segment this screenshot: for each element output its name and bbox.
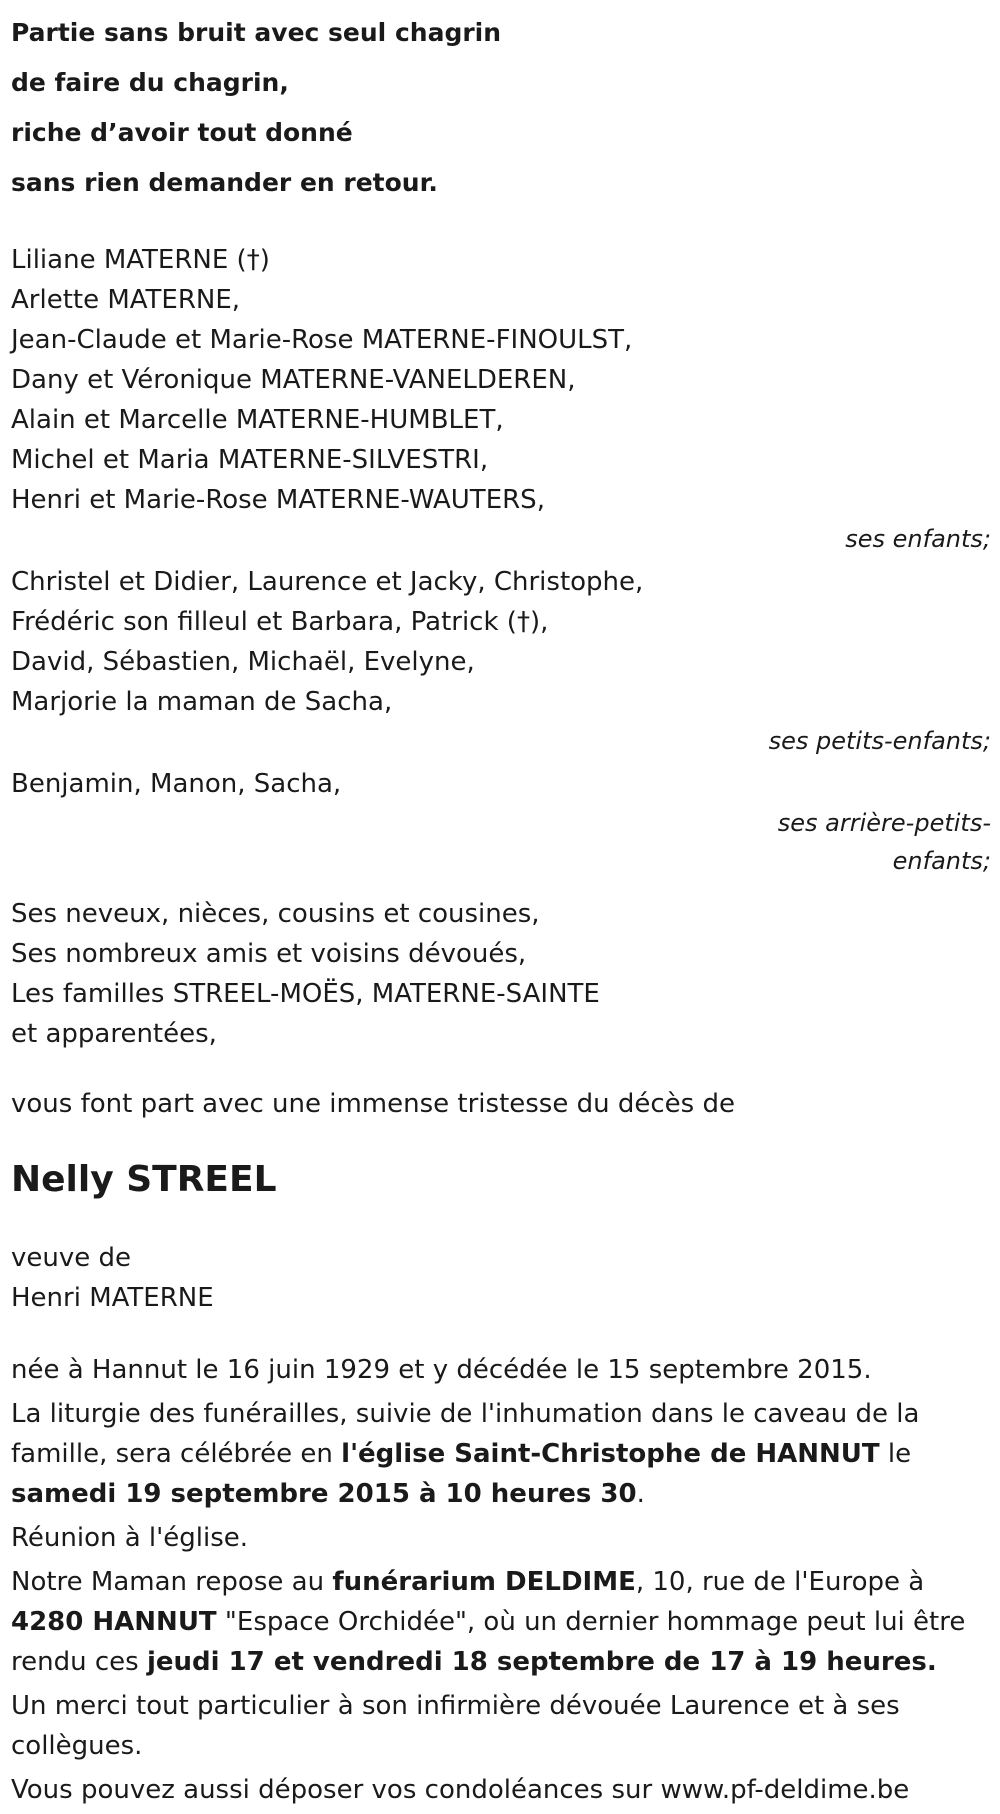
funerarium-city: 4280 HANNUT xyxy=(11,1607,217,1637)
great-grandchildren-label xyxy=(11,804,991,880)
children-list xyxy=(11,240,991,520)
family-line: Alain et Marcelle MATERNE-HUMBLET, xyxy=(11,405,504,435)
funerarium-text: , 10, rue de l'Europe à xyxy=(635,1567,925,1597)
visiting-hours: jeudi 17 et vendredi 18 septembre de 17 à 19 heures. xyxy=(146,1647,937,1677)
family-line: Frédéric son filleul et Barbara, Patrick (†), xyxy=(11,607,549,637)
meeting-note: Réunion à l'église. xyxy=(11,1523,249,1553)
children-label: ses enfants; xyxy=(845,525,991,553)
family-line: David, Sébastien, Michaël, Evelyne, xyxy=(11,647,475,677)
funerarium-paragraph xyxy=(11,1562,991,1682)
family-line: Michel et Maria MATERNE-SILVESTRI, xyxy=(11,445,489,475)
liturgy-text: . xyxy=(636,1479,645,1509)
grandchildren-list xyxy=(11,562,991,722)
family-line: Les familles STREEL-MOËS, MATERNE-SAINTE xyxy=(11,979,600,1009)
family-line: Ses neveux, nièces, cousins et cousines, xyxy=(11,899,540,929)
liturgy-text: le xyxy=(879,1439,912,1469)
funerarium-name: funérarium DELDIME xyxy=(332,1567,636,1597)
widow-of xyxy=(11,1238,991,1318)
church-name: l'église Saint-Christophe de HANNUT xyxy=(341,1439,880,1469)
label-line: enfants; xyxy=(892,847,991,875)
poem xyxy=(11,0,991,208)
widow-line: Henri MATERNE xyxy=(11,1283,214,1313)
thanks-paragraph: Un merci tout particulier à son infirmière dévouée Laurence et à ses collègues. xyxy=(11,1691,900,1761)
birth-death: née à Hannut le 16 juin 1929 et y décédée le 15 septembre 2015. xyxy=(11,1355,872,1385)
poem-line: de faire du chagrin, xyxy=(11,68,289,97)
family-line: Christel et Didier, Laurence et Jacky, Christophe, xyxy=(11,567,644,597)
family-line: Jean-Claude et Marie-Rose MATERNE-FINOULST, xyxy=(11,325,633,355)
family-line: Benjamin, Manon, Sacha, xyxy=(11,769,342,799)
others-list xyxy=(11,894,991,1054)
announcement: vous font part avec une immense tristesse du décès de xyxy=(11,1089,735,1119)
family-line: Marjorie la maman de Sacha, xyxy=(11,687,393,717)
funerarium-text: Notre Maman repose au xyxy=(11,1567,333,1597)
deceased-name: Nelly STREEL xyxy=(11,1159,277,1200)
family-line: Ses nombreux amis et voisins dévoués, xyxy=(11,939,527,969)
great-grandchildren-list xyxy=(11,764,991,804)
family-line: Arlette MATERNE, xyxy=(11,285,241,315)
grandchildren-label: ses petits-enfants; xyxy=(768,727,991,755)
liturgy-paragraph xyxy=(11,1394,991,1514)
funerarium-text: "Espace Orchidée", où un dernier hommage peut lui être rendu ces xyxy=(11,1607,966,1677)
family-line: et apparentées, xyxy=(11,1019,217,1049)
liturgy-text: La liturgie des funérailles, suivie de l'inhumation dans le caveau de la famille, sera célébrée en xyxy=(11,1399,920,1469)
ceremony-date: samedi 19 septembre 2015 à 10 heures 30 xyxy=(11,1479,637,1509)
family-line: Henri et Marie-Rose MATERNE-WAUTERS, xyxy=(11,485,545,515)
family-line: Liliane MATERNE (†) xyxy=(11,245,270,275)
family-line: Dany et Véronique MATERNE-VANELDEREN, xyxy=(11,365,576,395)
poem-line: sans rien demander en retour. xyxy=(11,168,438,197)
widow-line: veuve de xyxy=(11,1243,132,1273)
label-line: ses arrière-petits- xyxy=(777,809,991,837)
poem-line: riche d’avoir tout donné xyxy=(11,118,353,147)
condolences-paragraph: Vous pouvez aussi déposer vos condoléances sur www.pf-deldime.be xyxy=(11,1775,910,1805)
poem-line: Partie sans bruit avec seul chagrin xyxy=(11,18,502,47)
